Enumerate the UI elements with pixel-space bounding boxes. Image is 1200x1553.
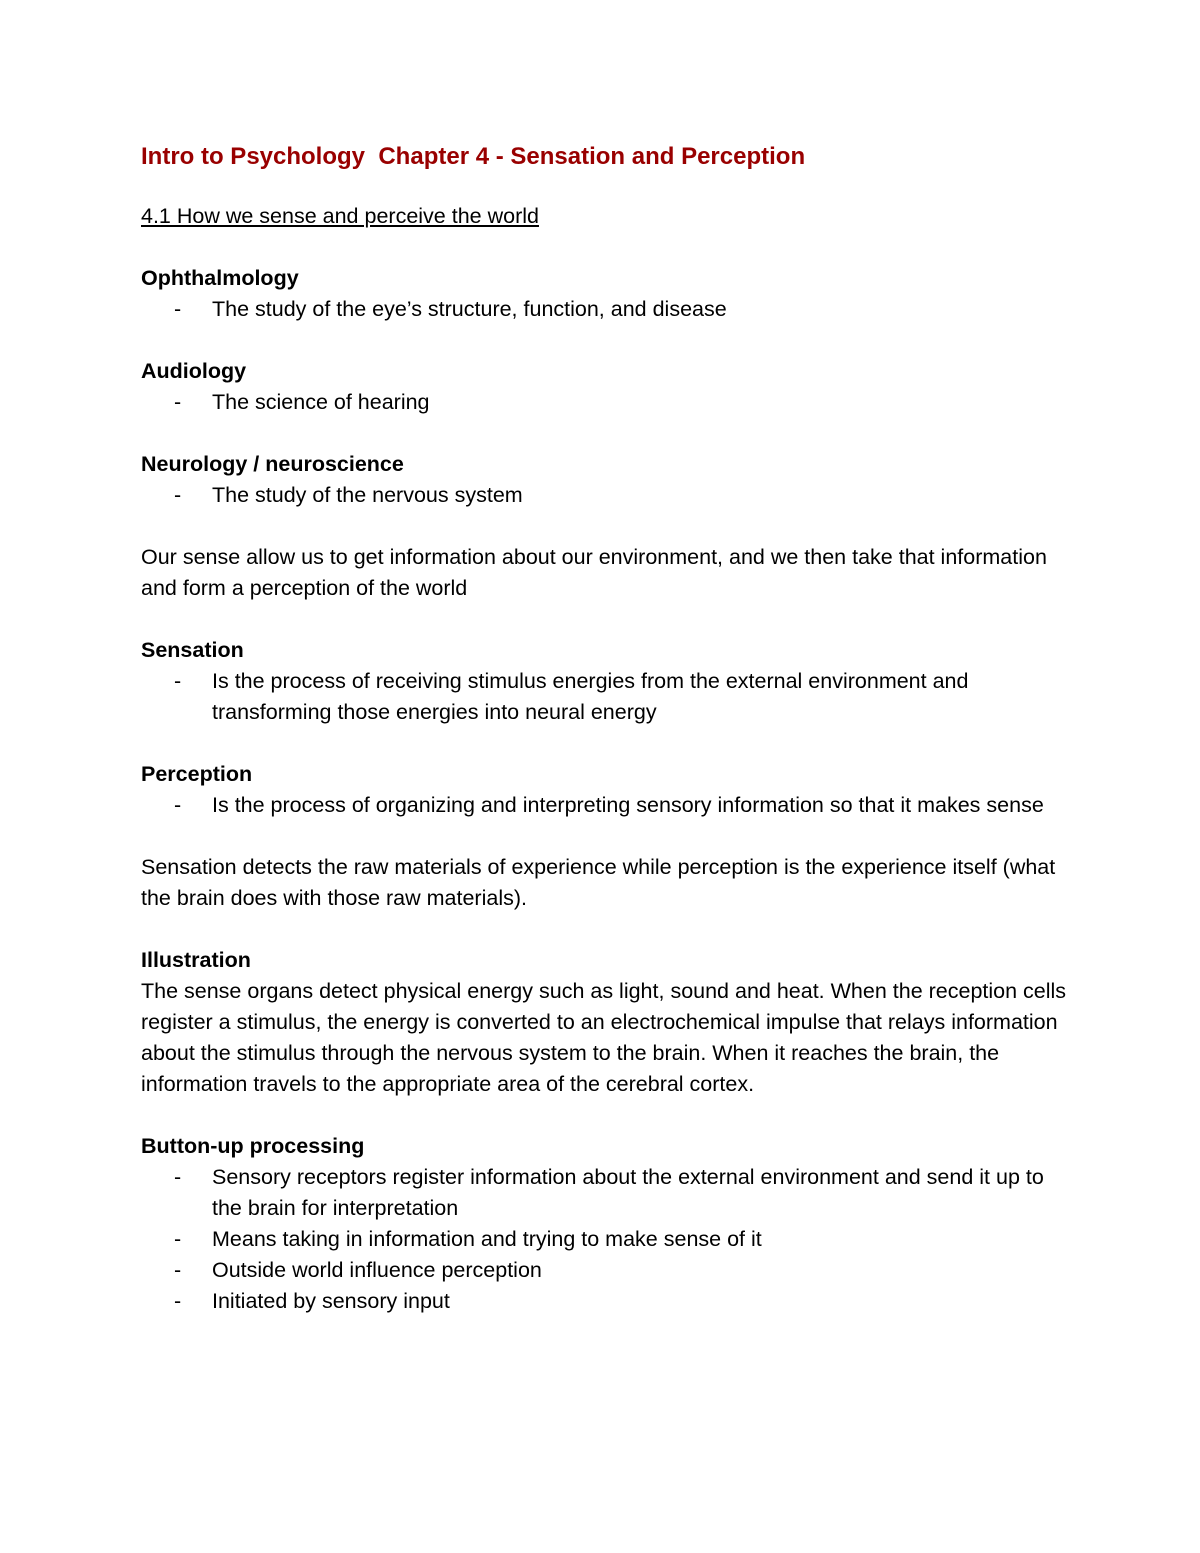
term-heading-ophthalmology: Ophthalmology	[141, 266, 299, 290]
list-item	[141, 387, 1071, 418]
definition-list-ophthalmology	[141, 294, 1071, 325]
dash-bullet: -	[174, 1227, 182, 1251]
term-heading-bottom-up-processing: Button-up processing	[141, 1134, 365, 1158]
definition-list-sensation	[141, 666, 1071, 728]
dash-bullet: -	[174, 1165, 182, 1189]
term-heading-audiology: Audiology	[141, 359, 247, 383]
list-item	[141, 294, 1071, 325]
dash-bullet: -	[174, 390, 182, 414]
list-item-text: The study of the nervous system	[212, 483, 523, 507]
senses-paragraph: Our sense allow us to get information about our environment, and we then take that information and form a perception of the world	[141, 545, 1047, 600]
list-item-text: Initiated by sensory input	[212, 1289, 450, 1313]
document-page	[141, 138, 1071, 1317]
dash-bullet: -	[174, 669, 182, 693]
dash-bullet: -	[174, 483, 182, 507]
list-item-text: The science of hearing	[212, 390, 430, 414]
list-item	[141, 1224, 1071, 1255]
definition-list-audiology	[141, 387, 1071, 418]
illustration-paragraph: The sense organs detect physical energy such as light, sound and heat. When the reception cells register a stimulus, the energy is converted to an electrochemical impulse that relays information about the stimulus through the nervous system to the brain. When it reaches the brain, the information travels to the appropriate area of the cerebral cortex.	[141, 979, 1067, 1096]
section-subheading: 4.1 How we sense and perceive the world	[141, 204, 539, 228]
dash-bullet: -	[174, 297, 182, 321]
list-item-text: Outside world influence perception	[212, 1258, 542, 1282]
document-title: Intro to Psychology Chapter 4 - Sensation and Perception	[141, 143, 806, 170]
term-heading-illustration: Illustration	[141, 948, 251, 972]
dash-bullet: -	[174, 1258, 182, 1282]
list-item	[141, 480, 1071, 511]
dash-bullet: -	[174, 1289, 182, 1313]
definition-list-perception	[141, 790, 1071, 821]
list-item	[141, 1255, 1071, 1286]
term-heading-perception: Perception	[141, 762, 253, 786]
dash-bullet: -	[174, 793, 182, 817]
list-item-text: The study of the eye’s structure, function, and disease	[212, 297, 727, 321]
comparison-paragraph: Sensation detects the raw materials of experience while perception is the experience itself (what the brain does with those raw materials).	[141, 855, 1056, 910]
list-item-text: Means taking in information and trying to make sense of it	[212, 1227, 762, 1251]
list-item	[141, 790, 1071, 821]
list-item	[141, 1286, 1071, 1317]
list-item	[141, 1162, 1071, 1224]
definition-list-neurology	[141, 480, 1071, 511]
list-item	[141, 666, 1071, 728]
list-item-text: Is the process of receiving stimulus energies from the external environment and transforming those energies into neural energy	[212, 669, 969, 724]
list-item-text: Sensory receptors register information about the external environment and send it up to the brain for interpretation	[212, 1165, 1044, 1220]
definition-list-bottom-up-processing	[141, 1162, 1071, 1317]
term-heading-sensation: Sensation	[141, 638, 244, 662]
term-heading-neurology: Neurology / neuroscience	[141, 452, 404, 476]
list-item-text: Is the process of organizing and interpreting sensory information so that it makes sense	[212, 793, 1044, 817]
